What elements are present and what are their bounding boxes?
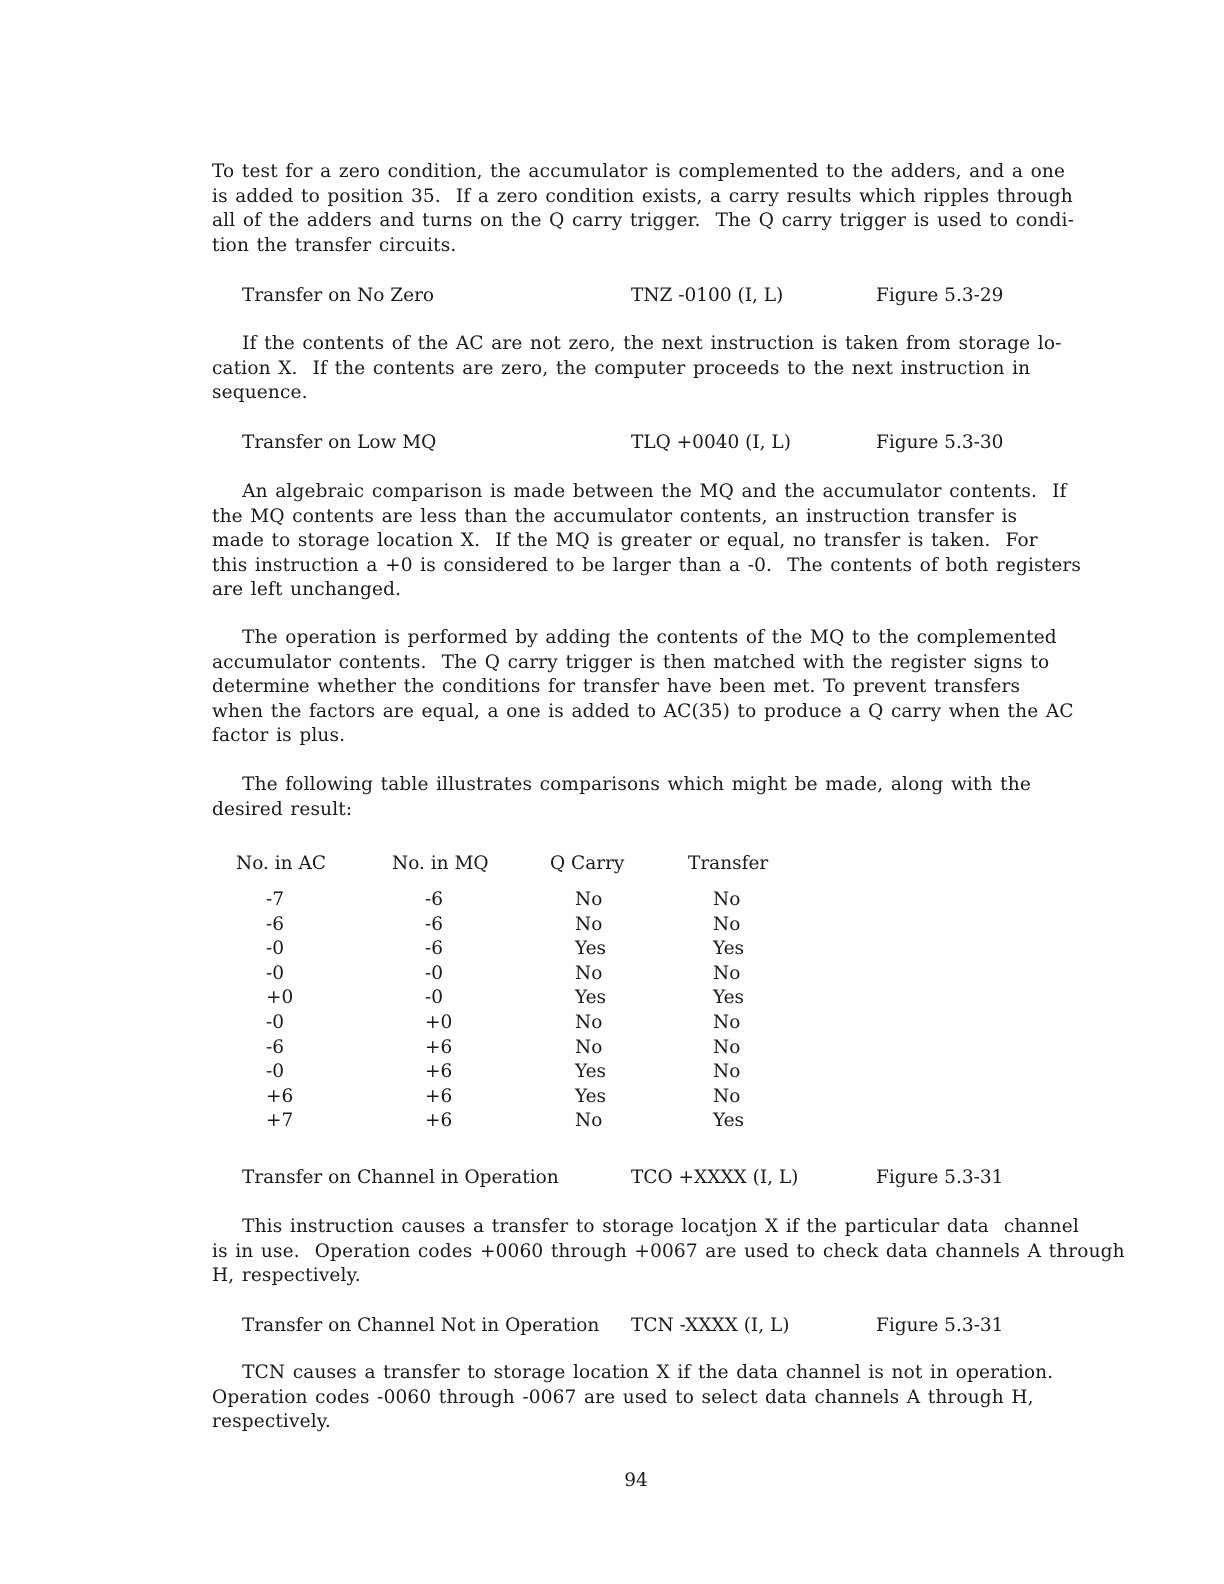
cell-transfer: Yes [713,987,745,1009]
cell-q-carry: Yes [575,1061,607,1083]
cell-ac: +7 [266,1110,294,1132]
column-header-transfer: Transfer [688,852,769,874]
table-row [236,1036,808,1061]
table-row [236,962,808,987]
paragraph-line: Operation codes -0060 through -0067 are used to select data channels A through H, [212,1386,1034,1408]
cell-q-carry: Yes [575,938,607,960]
paragraph-table-intro [212,773,1092,822]
cell-mq: -0 [425,987,444,1009]
table-row [236,1085,808,1110]
paragraph-tnz [212,332,1092,406]
paragraph-line: cation X. If the contents are zero, the computer proceeds to the next instruction in [212,357,1031,379]
instruction-name: Transfer on No Zero [242,285,435,306]
cell-mq: +6 [425,1036,453,1058]
cell-ac: -0 [266,938,285,960]
cell-mq: -6 [425,889,444,910]
cell-mq: +6 [425,1085,453,1107]
cell-transfer: No [713,913,741,935]
cell-ac: -0 [266,962,285,984]
cell-transfer: No [713,962,741,984]
paragraph-tco [212,1215,1125,1289]
instruction-figure-ref: Figure 5.3-31 [876,1167,1004,1188]
cell-q-carry: No [575,1110,603,1132]
paragraph-line: respectively. [212,1411,331,1433]
paragraph-tlq-operation [212,626,1092,749]
paragraph-line: sequence. [212,382,308,404]
cell-ac: -6 [266,913,285,935]
cell-transfer: Yes [713,938,745,960]
cell-ac: -0 [266,1061,285,1083]
paragraph-line: tion the transfer circuits. [212,234,457,256]
table-row [236,1109,808,1134]
cell-mq: +0 [425,1011,453,1033]
table-body [236,888,808,1134]
paragraph-line: the MQ contents are less than the accumulator contents, an instruction transfer is [212,505,1018,527]
page-number: 94 [624,1470,648,1491]
cell-q-carry: No [575,962,603,984]
cell-q-carry: No [575,1036,603,1058]
paragraph-line: determine whether the conditions for transfer have been met. To prevent transfers [212,676,1021,698]
paragraph-line: made to storage location X. If the MQ is greater or equal, no transfer is taken. For [212,530,1038,552]
instruction-tnz [242,283,1062,309]
cell-ac: -0 [266,1011,285,1033]
instruction-tcn [242,1313,1062,1339]
paragraph-line: If the contents of the AC are not zero, the next instruction is taken from storage lo- [212,333,1062,354]
table-row [236,1060,808,1085]
cell-ac: +6 [266,1085,294,1107]
instruction-figure-ref: Figure 5.3-29 [876,285,1004,306]
paragraph-line: H, respectively. [212,1265,361,1287]
cell-transfer: No [713,889,741,910]
column-header-ac: No. in AC [236,852,326,874]
cell-mq: -6 [425,938,444,960]
table-row [236,888,808,913]
cell-mq: -6 [425,913,444,935]
instruction-figure-ref: Figure 5.3-30 [876,432,1004,453]
instruction-name: Transfer on Low MQ [242,432,437,453]
comparison-table [236,850,808,1134]
table-row [236,913,808,938]
instruction-code: TCN -XXXX (I, L) [631,1315,790,1336]
column-header-mq: No. in MQ [392,852,489,874]
paragraph-line: An algebraic comparison is made between the MQ and the accumulator contents. If [212,481,1067,502]
cell-mq: +6 [425,1110,453,1132]
paragraph-line: The operation is performed by adding the contents of the MQ to the complemented [212,627,1057,648]
cell-q-carry: No [575,913,603,935]
instruction-figure-ref: Figure 5.3-31 [876,1315,1004,1336]
cell-transfer: No [713,1011,741,1033]
instruction-name: Transfer on Channel in Operation [242,1167,559,1188]
paragraph-zero-test [212,160,1092,258]
cell-q-carry: Yes [575,1085,607,1107]
cell-q-carry: Yes [575,987,607,1009]
table-row [236,986,808,1011]
instruction-name: Transfer on Channel Not in Operation [242,1315,600,1336]
table-row [236,1011,808,1036]
cell-transfer: No [713,1085,741,1107]
cell-transfer: No [713,1036,741,1058]
paragraph-line: This instruction causes a transfer to storage locatjon X if the particular data channel [212,1216,1079,1237]
paragraph-line: is added to position 35. If a zero condition exists, a carry results which ripples through [212,185,1073,207]
paragraph-line: is in use. Operation codes +0060 through +0067 are used to check data channels A through [212,1240,1125,1262]
paragraph-line: The following table illustrates comparisons which might be made, along with the [212,774,1031,795]
paragraph-line: all of the adders and turns on the Q carry trigger. The Q carry trigger is used to condi- [212,210,1075,232]
table-header-row [236,850,808,888]
instruction-code: TCO +XXXX (I, L) [631,1167,799,1188]
paragraph-line: factor is plus. [212,725,346,747]
paragraph-tcn [212,1361,1092,1435]
column-header-q-carry: Q Carry [550,852,625,874]
paragraph-tlq-comparison [212,480,1092,603]
cell-mq: +6 [425,1061,453,1083]
cell-mq: -0 [425,962,444,984]
cell-ac: -7 [266,889,285,910]
paragraph-line: To test for a zero condition, the accumulator is complemented to the adders, and a one [212,161,1066,182]
paragraph-line: are left unchanged. [212,579,402,601]
paragraph-line: desired result: [212,798,353,820]
paragraph-line: when the factors are equal, a one is added to AC(35) to produce a Q carry when the AC [212,700,1074,722]
instruction-tlq [242,430,1062,456]
cell-transfer: Yes [713,1110,745,1132]
paragraph-line: TCN causes a transfer to storage location X if the data channel is not in operation. [212,1362,1054,1383]
instruction-code: TNZ -0100 (I, L) [631,285,784,306]
cell-transfer: No [713,1061,741,1083]
paragraph-line: accumulator contents. The Q carry trigger is then matched with the register signs to [212,651,1050,673]
cell-q-carry: No [575,1011,603,1033]
table-row [236,937,808,962]
paragraph-line: this instruction a +0 is considered to be larger than a -0. The contents of both registers [212,554,1082,576]
instruction-tco [242,1165,1062,1191]
cell-ac: +0 [266,987,294,1009]
cell-ac: -6 [266,1036,285,1058]
instruction-code: TLQ +0040 (I, L) [631,432,791,453]
cell-q-carry: No [575,889,603,910]
